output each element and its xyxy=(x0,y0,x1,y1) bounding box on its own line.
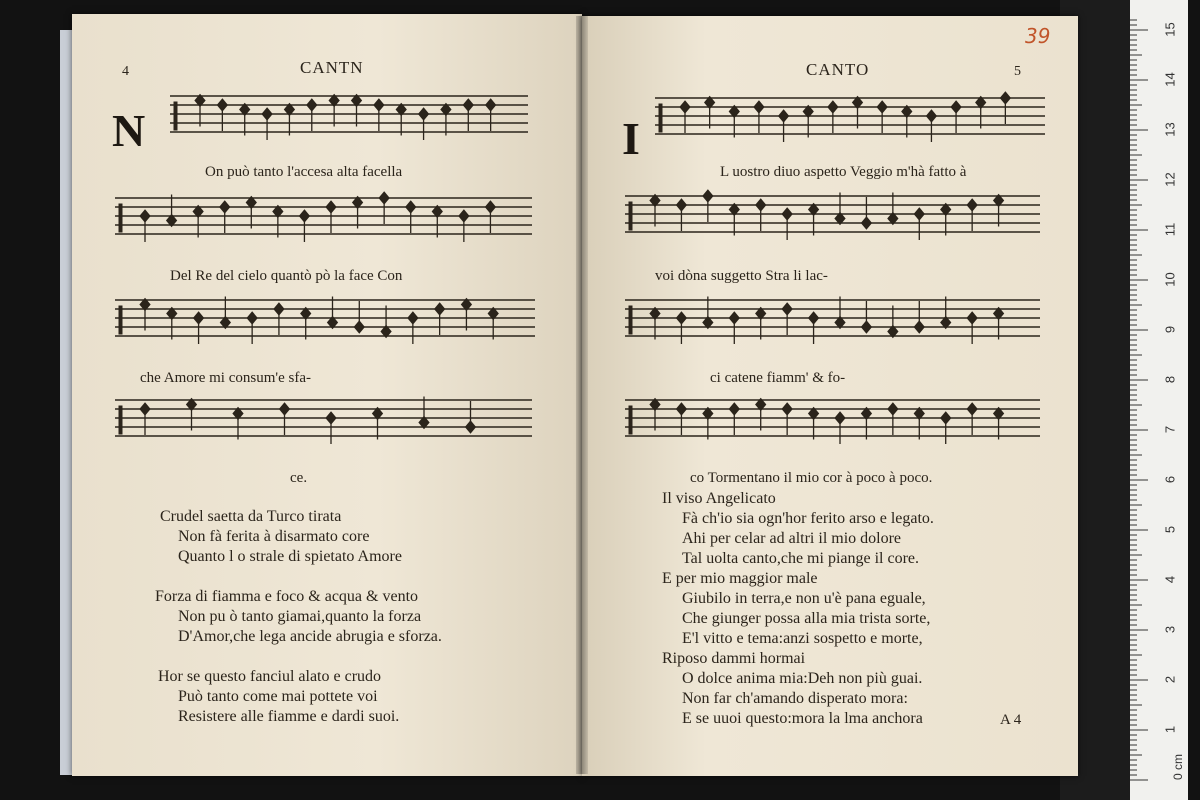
left-lyric-line-4: ce. xyxy=(290,470,308,486)
measurement-ruler xyxy=(1130,0,1188,800)
ruler-label: 10 xyxy=(1162,272,1178,287)
ruler-label: 2 xyxy=(1162,675,1178,684)
left-lyric-line-3: che Amore mi consum'e sfa- xyxy=(140,370,311,386)
signature-mark: A 4 xyxy=(1000,712,1022,728)
right-verse-2-line-4: E'l vitto e tema:anzi sospetto e morte, xyxy=(682,630,923,647)
right-verse-3-line-1: Riposo dammi hormai xyxy=(662,650,806,667)
left-verse-3-line-1: Hor se questo fanciul alato e crudo xyxy=(158,668,382,685)
ruler-label: 12 xyxy=(1162,172,1178,187)
left-lyric-line-1: On può tanto l'accesa alta facella xyxy=(205,164,403,180)
ruler-label: 11 xyxy=(1162,222,1178,237)
right-lyric-line-1: L uostro diuo aspetto Veggio m'hà fatto à xyxy=(720,164,967,180)
ruler-label: 15 xyxy=(1162,22,1178,37)
left-verse-2-line-3: D'Amor,che lega ancide abrugia e sforza. xyxy=(178,628,442,645)
ruler-label: 8 xyxy=(1162,375,1178,384)
right-verse-2-line-2: Giubilo in terra,e non u'è pana eguale, xyxy=(682,590,926,607)
left-page-header: CANTN xyxy=(300,58,364,77)
left-verse-1-line-2: Non fà ferita à disarmato core xyxy=(178,528,370,545)
ruler-label: 14 xyxy=(1162,72,1178,87)
left-verse-2-line-2: Non pu ò tanto giamai,quanto la forza xyxy=(178,608,422,625)
left-verse-1-line-3: Quanto l o strale di spietato Amore xyxy=(178,548,402,565)
right-verse-3-line-2: O dolce anima mia:Deh non più guai. xyxy=(682,670,923,687)
right-verse-3-line-4: E se uuoi questo:mora la lma anchora xyxy=(682,710,923,727)
ruler-unit-label: 0 cm xyxy=(1171,753,1186,781)
ruler-label: 13 xyxy=(1162,122,1178,137)
right-staff-3 xyxy=(625,297,1040,345)
left-page-number: 4 xyxy=(122,64,129,79)
right-verse-1-line-4: Tal uolta canto,che mi piange il core. xyxy=(682,550,920,567)
ruler-label: 5 xyxy=(1162,525,1178,534)
ruler-label: 9 xyxy=(1162,325,1178,334)
left-verse-3-line-2: Può tanto come mai pottete voi xyxy=(178,688,378,705)
right-verse-2-line-3: Che giunger possa alla mia trista sorte, xyxy=(682,610,931,627)
right-staff-1 xyxy=(655,92,1045,142)
right-verse-1-line-1: Il viso Angelicato xyxy=(662,490,776,507)
ruler-label: 6 xyxy=(1162,475,1178,484)
ruler-label: 1 xyxy=(1162,725,1178,734)
right-verse-2-line-1: E per mio maggior male xyxy=(662,570,818,587)
right-verse-1-line-3: Ahi per celar ad altri il mio dolore xyxy=(682,530,902,547)
right-verse-3-line-3: Non far ch'amando disperato mora: xyxy=(682,690,908,707)
right-lyric-line-4: co Tormentano il mio cor à poco à poco. xyxy=(690,470,933,486)
left-verse-1-line-1: Crudel saetta da Turco tirata xyxy=(160,508,342,525)
left-verse-2-line-1: Forza di fiamma e foco & acqua & vento xyxy=(155,588,419,605)
right-staff-2 xyxy=(625,190,1040,240)
ruler-ticks xyxy=(1130,0,1188,800)
right-page-number: 5 xyxy=(1014,64,1021,79)
right-page-header: CANTO xyxy=(806,60,870,79)
left-drop-initial: N xyxy=(112,105,146,156)
right-verse-1-line-2: Fà ch'io sia ogn'hor ferito arso e legato. xyxy=(682,510,934,527)
right-lyric-line-2: voi dòna suggetto Stra li lac- xyxy=(655,268,828,284)
left-lyric-line-2: Del Re del cielo quantò pò la face Con xyxy=(170,268,403,284)
right-staff-4 xyxy=(625,399,1040,445)
ruler-label: 4 xyxy=(1162,575,1178,584)
right-drop-initial: I xyxy=(622,113,640,164)
right-lyric-line-3: ci catene fiamm' & fo- xyxy=(710,370,846,386)
ruler-label: 3 xyxy=(1162,625,1178,634)
ruler-label: 7 xyxy=(1162,425,1178,434)
left-verse-3-line-3: Resistere alle fiamme e dardi suoi. xyxy=(178,708,400,725)
handwritten-folio-number: 39 xyxy=(1025,24,1051,48)
